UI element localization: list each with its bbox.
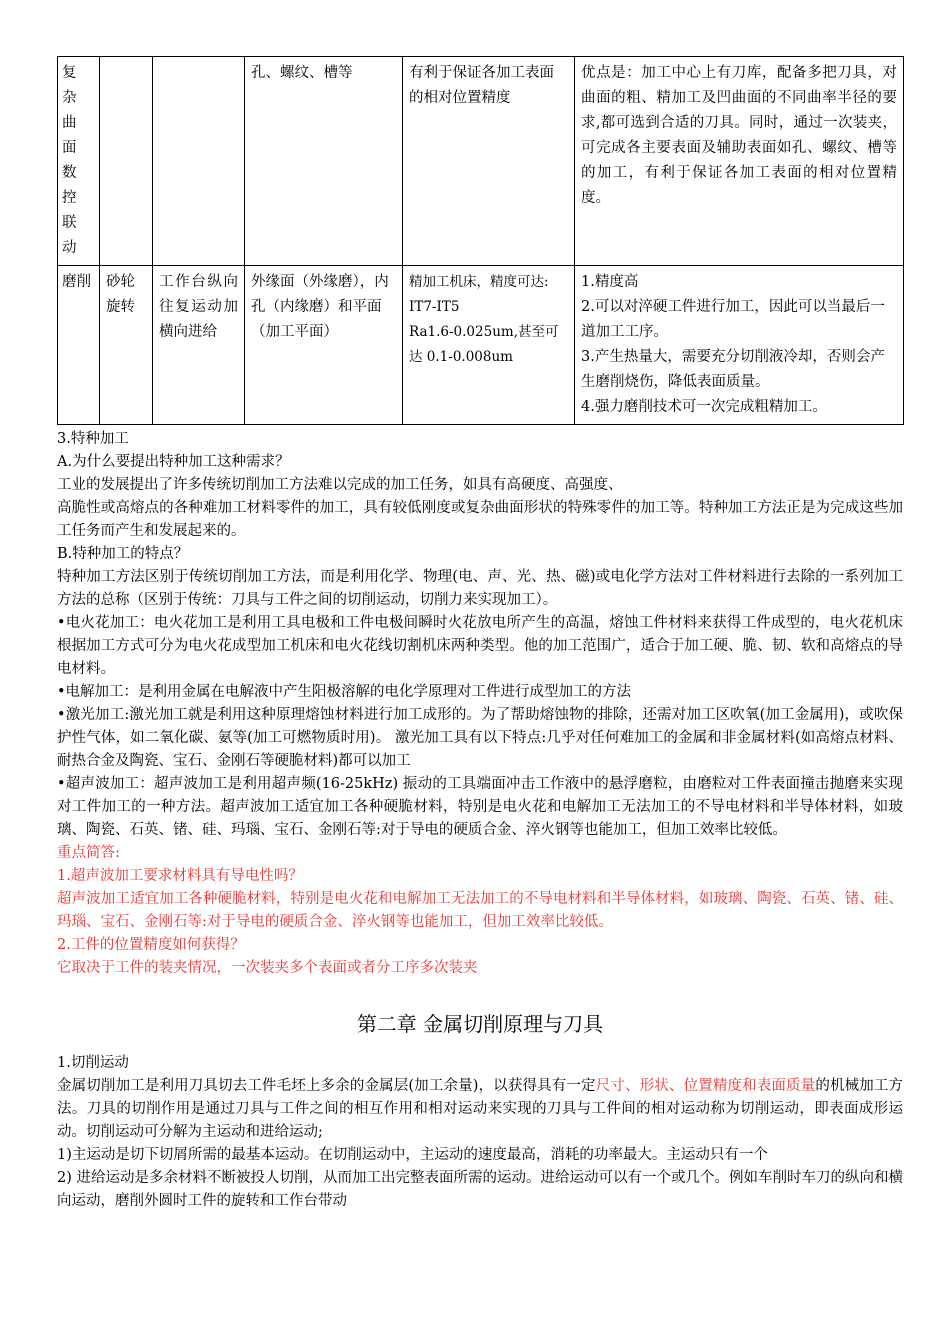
method-name-char: 动 bbox=[62, 240, 77, 256]
key-title: 重点简答: bbox=[57, 845, 120, 861]
table-row bbox=[58, 57, 904, 266]
main-motion-cell: 砂轮旋转 bbox=[100, 266, 153, 425]
page-content bbox=[57, 56, 903, 1213]
section-heading: 3.特种加工 bbox=[57, 431, 129, 447]
edm-paragraph: •电火花加工：电火花加工是利用工具电极和工件电极间瞬时火花放电所产生的高温，熔蚀工件材料来获得工件成型的，电火花机床根据加工方式可分为电火花成型加工机床和电火花线切割机床两种类型。他的加工范围广，适合于加工硬、脆、韧、软和高熔点的导电材料。 bbox=[57, 615, 903, 677]
key-question: 1.超声波加工要求材料具有导电性吗？ bbox=[57, 868, 303, 884]
features-cell bbox=[575, 266, 904, 425]
precision-line: IT7-IT5 bbox=[409, 299, 460, 315]
question-title: B.特种加工的特点？ bbox=[57, 546, 189, 562]
method-name-char: 面 bbox=[62, 140, 77, 156]
method-name-char: 控 bbox=[62, 190, 77, 206]
laser-paragraph: •激光加工:激光加工就是利用这种原理熔蚀材料进行加工成形的。为了帮助熔蚀物的排除，还需对加工区吹氧(加工金属用)，或吹保护性气体，如二氧化碳、氨等(加工可燃物质时用)。 激光加工具有以下特点:几乎对任何难加工的金属和非金属材料(如高熔点材料、耐热合金及陶瓷、宝石、金刚石等硬脆材料)都可以加工 bbox=[57, 707, 903, 769]
method-name-char: 复 bbox=[62, 65, 77, 81]
method-name-cell: 磨削 bbox=[58, 266, 100, 425]
feature-line: 1.精度高 bbox=[581, 274, 639, 290]
feature-line: 4.强力磨削技术可一次完成粗精加工。 bbox=[581, 399, 827, 415]
key-answer: 超声波加工适宜加工各种硬脆材料，特别是电火花和电解加工无法加工的不导电材料和半导体材料，如玻璃、陶瓷、石英、锗、硅、玛瑙、宝石、金刚石等:对于导电的硬质合金、淬火钢等也能加工，但加工效率比较低。 bbox=[57, 891, 903, 930]
method-name-char: 曲 bbox=[62, 115, 77, 131]
precision-cell: 有利于保证各加工表面的相对位置精度 bbox=[403, 57, 575, 266]
precision-cell bbox=[403, 266, 575, 425]
method-name-cell bbox=[58, 57, 100, 266]
feature-line: 3.产生热量大，需要充分切削液冷却，否则会产生磨削烧伤，降低表面质量。 bbox=[581, 349, 885, 390]
paragraph: 工业的发展提出了许多传统切削加工方法难以完成的加工任务，如具有高硬度、高强度、 bbox=[57, 477, 623, 493]
main-motion-cell bbox=[100, 57, 153, 266]
section-heading: 1.切削运动 bbox=[57, 1055, 129, 1071]
question-title: A.为什么要提出特种加工这种需求？ bbox=[57, 454, 290, 470]
ecm-paragraph: •电解加工：是利用金属在电解液中产生阳极溶解的电化学原理对工件进行成型加工的方法 bbox=[57, 684, 632, 700]
cutting-motion-section bbox=[57, 1052, 903, 1213]
precision-line: Ra1.6-0.025um,甚至可达 0.1-0.008um bbox=[409, 324, 559, 365]
feed-motion-paragraph: 2) 进给运动是多余材料不断被投人切削，从而加工出完整表面所需的运动。进给运动可以有一个或几个。例如车削时车刀的纵向和横向运动，磨削外圆时工件的旋转和工作台带动 bbox=[57, 1170, 903, 1209]
feature-line: 2.可以对淬硬工件进行加工，因此可以当最后一道加工工序。 bbox=[581, 299, 885, 340]
method-name-char: 联 bbox=[62, 215, 77, 231]
method-name-char: 数 bbox=[62, 165, 77, 181]
main-motion-paragraph: 1)主运动是切下切屑所需的最基本运动。在切削运动中，主运动的速度最高，消耗的功率最大。主运动只有一个 bbox=[57, 1147, 768, 1163]
feed-motion-cell bbox=[153, 57, 245, 266]
method-name-char: 杂 bbox=[62, 90, 77, 106]
text-span: 的机械加工方法。刀具的切削作用是通过刀具与工件之间的相互作用和相对运动来实现的刀具与工件间的相对运动称为切削运动，即表面成形运动。切削运动可分解为主运动和进给运动; bbox=[57, 1078, 904, 1140]
surfaces-cell: 外缘面（外缘磨），内孔（内缘磨）和平面（加工平面） bbox=[245, 266, 403, 425]
key-answer: 它取决于工件的装夹情况，一次装夹多个表面或者分工序多次装夹 bbox=[57, 960, 478, 976]
key-questions-section bbox=[57, 842, 903, 980]
paragraph: 特种加工方法区别于传统切削加工方法，而是利用化学、物理(电、声、光、热、磁)或电化学方法对工件材料进行去除的一系列加工方法的总称（区别于传统：刀具与工件之间的切削运动，切削力来实现加工）。 bbox=[57, 569, 903, 608]
machining-methods-table bbox=[57, 56, 904, 425]
highlight-text: 尺寸、形状、位置精度和表面质量 bbox=[595, 1078, 816, 1094]
ultrasonic-paragraph: •超声波加工：超声波加工是利用超声频(16-25kHz) 振动的工具端面冲击工作液中的悬浮磨粒，由磨粒对工件表面撞击抛磨来实现对工件加工的一种方法。超声波加工适宜加工各种硬脆材料，特别是电火花和电解加工无法加工的不导电材料和半导体材料，如玻璃、陶瓷、石英、锗、硅、玛瑙、宝石、金刚石等:对于导电的硬质合金、淬火钢等也能加工，但加工效率比较低。 bbox=[57, 776, 903, 838]
key-question: 2.工件的位置精度如何获得？ bbox=[57, 937, 245, 953]
feed-motion-cell: 工作台纵向往复运动加横向进给 bbox=[153, 266, 245, 425]
text-span: 金属切削加工是利用刀具切去工件毛坯上多余的金属层(加工余量)，以获得具有一定 bbox=[57, 1078, 596, 1094]
paragraph: 高脆性或高熔点的各种难加工材料零件的加工，具有较低刚度或复杂曲面形状的特殊零件的加工等。特种加工方法正是为完成这些加工任务而产生和发展起来的。 bbox=[57, 500, 903, 539]
precision-line: 精加工机床，精度可达: bbox=[409, 274, 549, 290]
table-row bbox=[58, 266, 904, 425]
paragraph bbox=[57, 1075, 903, 1144]
features-cell: 优点是：加工中心上有刀库，配备多把刀具，对曲面的粗、精加工及凹曲面的不同曲率半径的要求,都可选到合适的刀具。同时，通过一次装夹，可完成各主要表面及辅助表面如孔、螺纹、槽等的加工，有利于保证各加工表面的相对位置精度。 bbox=[575, 57, 904, 266]
chapter-title: 第二章 金属切削原理与刀具 bbox=[356, 1012, 604, 1036]
special-machining-section bbox=[57, 428, 903, 842]
surfaces-cell: 孔、螺纹、槽等 bbox=[245, 57, 403, 266]
